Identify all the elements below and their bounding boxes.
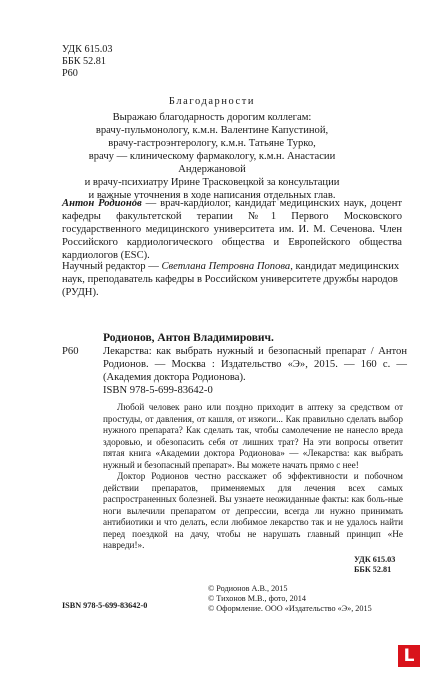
- classification-block-right: [354, 555, 414, 575]
- author-mark: Р60: [62, 68, 78, 79]
- bbk-code-right: ББК 52.81: [354, 565, 392, 574]
- udk-code: УДК 615.03: [62, 44, 113, 55]
- annotation-paragraph: Доктор Родионов честно расскажет об эффективности и побочном действии препаратов, применяемых для лечения всех самых распространенных болезней. Вы узнаете неожиданные факты: как боль-ные ноги вылечили препаратом от депрессии, всегда ли нужно принимать антибиотики и что делать, если любимое лекарство так и не удалось найти перед поездкой на дачу, чтобы не нарушать главный принцип «Не навреди!».: [103, 471, 403, 550]
- copyrights: [208, 584, 418, 614]
- copyright-line: © Родионов А.В., 2015: [208, 584, 288, 593]
- bib-author: Родионов, Антон Владимирович.: [103, 332, 274, 344]
- classification-block: [62, 44, 202, 80]
- annotation-paragraph: Любой человек рано или поздно приходит в аптеку за средством от простуды, от давления, от кашля, от изжоги... Как правильно сделать выбор нужного препарата? Как сделать так, чтобы самолечение не нанесло вреда здоровью, и обезопасить себя от лишних трат? На эти вопросы ответит пятая книга «Академии доктора Родионова» — «Лекарства: как выбрать нужный и безопасный препарат». Вы можете начать прямо с нее!: [103, 402, 403, 470]
- acknowledgements-line: и важные уточнения в ходе написания отдельных глав.: [88, 190, 336, 201]
- author-info: [62, 197, 402, 262]
- acknowledgements-line: и врачу-психиатру Ирине Трасковецкой за консультации: [84, 177, 340, 188]
- acknowledgements: [62, 95, 362, 202]
- acknowledgements-line: врачу — клиническому фармакологу, к.м.н. Анастасии Андержановой: [88, 151, 336, 175]
- author-name: Антон Родионов: [62, 198, 142, 209]
- author-bio: — врач-кардиолог, кандидат медицинских наук, доцент кафедры факультетской терапии №1 Первого Московского государственного медицинского университета им. И. М. Сеченова. Член Российского кардиологического общества и Европейского общества кардиологов (ESC).: [62, 198, 402, 261]
- copyright-line: © Тихонов М.В., фото, 2014: [208, 594, 306, 603]
- acknowledgements-line: врачу-гастроэнтерологу, к.м.н. Татьяне Турко,: [108, 138, 316, 149]
- bib-description: Лекарства: как выбрать нужный и безопасный препарат / Антон Родионов. — Москва : Издательство «Э», 2015. — 160 с. — (Академия доктора Родионова).: [103, 346, 407, 383]
- editor-prefix: Научный редактор —: [62, 261, 162, 272]
- editor-name: Светлана Петровна Попова: [161, 261, 291, 272]
- publisher-logo-icon: L: [398, 645, 420, 667]
- isbn-bottom: ISBN 978-5-699-83642-0: [62, 601, 148, 610]
- copyright-line: © Оформление. ООО «Издательство «Э», 2015: [208, 604, 372, 613]
- bibliographic-record: [62, 332, 407, 397]
- acknowledgements-line: Выражаю благодарность дорогим коллегам:: [112, 112, 312, 123]
- bib-code: Р60: [62, 346, 79, 357]
- bib-isbn: ISBN 978-5-699-83642-0: [103, 385, 213, 396]
- udk-code-right: УДК 615.03: [354, 555, 396, 564]
- bbk-code: ББК 52.81: [62, 56, 106, 67]
- scientific-editor: [62, 260, 402, 299]
- acknowledgements-title: Благодарности: [168, 96, 256, 107]
- annotation: [103, 402, 403, 552]
- acknowledgements-line: врачу-пульмонологу, к.м.н. Валентине Капустиной,: [95, 125, 329, 136]
- editor-bio: , кандидат медицинских наук, преподаватель кафедры в Российском университете дружбы народов (РУДН).: [62, 261, 400, 298]
